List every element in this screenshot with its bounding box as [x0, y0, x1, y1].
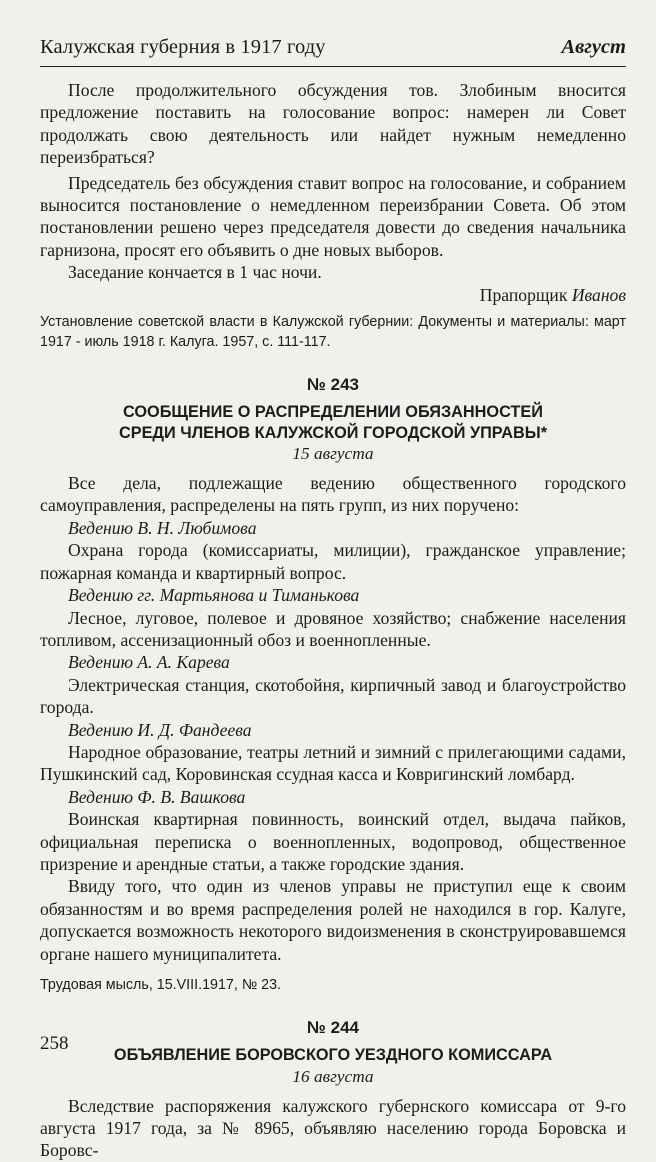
paragraph: После продолжительного обсуждения тов. Злобиным вносится предложение поставить на голосование вопрос: намерен ли Совет продолжать свою деятельность или найдет нужным немедленно переизбраться? [40, 80, 626, 168]
running-month: Август [561, 36, 626, 58]
signature-rank: Прапорщик [479, 284, 568, 305]
assignee-heading: Ведению гг. Мартьянова и Тиманькова [68, 585, 360, 606]
duties-paragraph: Народное образование, театры летний и зимний с прилегающими садами, Пушкинский сад, Коровинская ссудная касса и Ковригинский ломбард. [40, 741, 626, 785]
assignee-heading: Ведению А. А. Карева [68, 652, 230, 673]
duties-paragraph: Охрана города (комиссариаты, милиции), гражданское управление; пожарная команда и квартирный вопрос. [40, 540, 626, 583]
document-243 [40, 374, 626, 995]
page-number: 258 [40, 1033, 69, 1054]
previous-document-ending [40, 79, 626, 352]
document-date: 16 августа [292, 1066, 374, 1086]
document-title-line: СООБЩЕНИЕ О РАСПРЕДЕЛЕНИИ ОБЯЗАННОСТЕЙ [123, 403, 543, 422]
source-citation: Трудовая мысль, 15.VIII.1917, № 23. [40, 977, 282, 993]
paragraph: Заседание кончается в 1 час ночи. [68, 262, 322, 283]
duties-paragraph: Лесное, луговое, полевое и дровяное хозяйство; снабжение населения топливом, ассенизационный обоз и военнопленные. [40, 607, 626, 650]
paragraph: Вследствие распоряжения калужского губернского комиссара от 9-го августа 1917 года, за № 8965, объявляю населению города Боровска и Боровс- [40, 1095, 626, 1161]
paragraph: Ввиду того, что один из членов управы не приступил еще к своим обязанностям и во время распределения ролей не находился в гор. Калуге, допускается возможность некоторого видоизменения в сконструировавшемся органе нашего муниципалитета. [40, 876, 626, 964]
document-date: 15 августа [292, 444, 374, 464]
document-title: ОБЪЯВЛЕНИЕ БОРОВСКОГО УЕЗДНОГО КОМИССАРА [113, 1046, 553, 1064]
paragraph: Все дела, подлежащие ведению общественного городского самоуправления, распределены на пять групп, из них поручено: [40, 473, 626, 516]
signature-name: Иванов [571, 284, 626, 305]
running-header [40, 30, 626, 67]
document-number: № 243 [306, 375, 360, 395]
assignee-heading: Ведению Ф. В. Вашкова [68, 786, 246, 807]
source-citation: Установление советской власти в Калужской губернии: Документы и материалы: март 1917 - июль 1918 г. Калуга. 1957, с. 111-117. [40, 314, 626, 351]
running-title: Калужская губерния в 1917 году [40, 36, 326, 58]
document-244 [40, 1017, 626, 1162]
duties-paragraph: Электрическая станция, скотобойня, кирпичный завод и благоустройство города. [40, 674, 626, 718]
document-number: № 244 [306, 1018, 360, 1037]
page-content [40, 79, 626, 1162]
document-title [40, 402, 626, 443]
paragraph: Председатель без обсуждения ставит вопрос на голосование, и собранием выносится постановление о немедленном переизбрании Совета. Об этом постановлении решено через председателя довести до сведения начальника гарнизона, просят его объявить о дне новых выборов. [40, 172, 626, 260]
assignee-heading: Ведению В. Н. Любимова [68, 517, 257, 538]
duties-paragraph: Воинская квартирная повинность, воинский отдел, выдача пайков, официальная переписка о военнопленных, водопровод, общественное призрение и арендные статьи, а также городские здания. [40, 809, 626, 874]
document-title-line: СРЕДИ ЧЛЕНОВ КАЛУЖСКОЙ ГОРОДСКОЙ УПРАВЫ* [118, 423, 548, 442]
signature [40, 284, 626, 306]
assignee-heading: Ведению И. Д. Фандеева [68, 719, 252, 740]
